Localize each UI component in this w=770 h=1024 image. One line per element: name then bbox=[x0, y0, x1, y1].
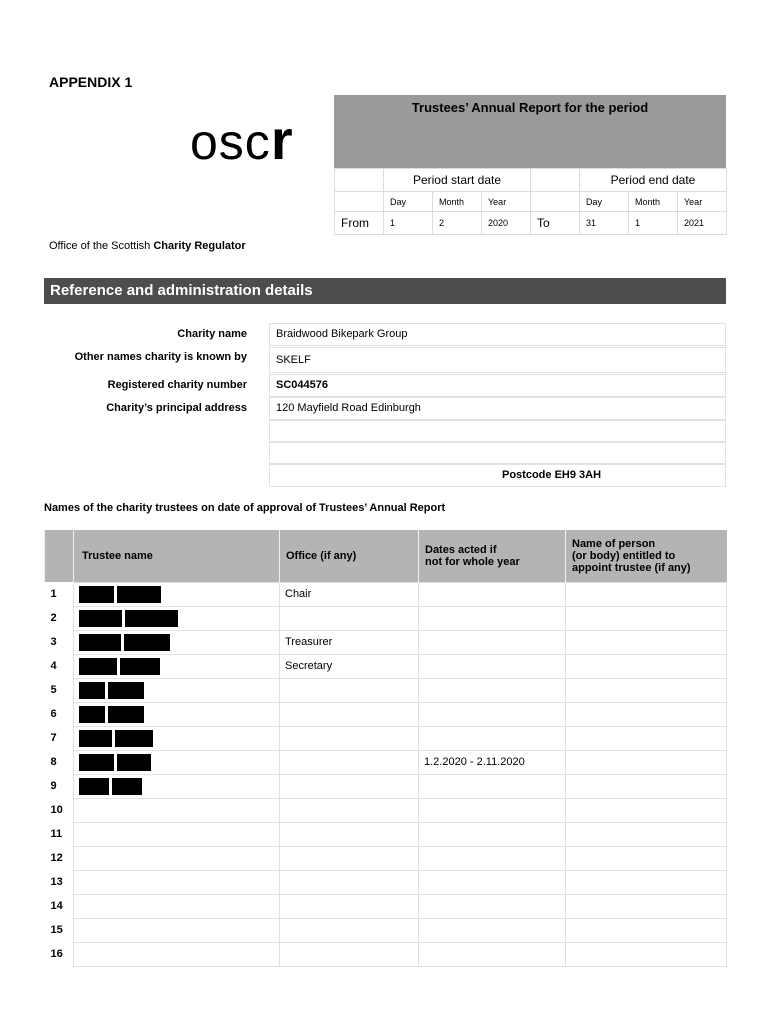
redacted-name-block bbox=[108, 682, 144, 699]
trustee-row bbox=[45, 942, 727, 966]
trustee-name-field[interactable] bbox=[74, 846, 280, 870]
redacted-name-block bbox=[79, 778, 109, 795]
dates-field[interactable] bbox=[419, 870, 566, 894]
office-field[interactable] bbox=[280, 918, 419, 942]
redacted-name-block bbox=[79, 658, 117, 675]
office-field[interactable] bbox=[280, 678, 419, 702]
period-start-label: Period start date bbox=[384, 169, 531, 192]
trustee-row bbox=[45, 894, 727, 918]
office-field[interactable]: Chair bbox=[280, 582, 419, 606]
redacted-name-block bbox=[124, 634, 170, 651]
end-month-field[interactable]: 1 bbox=[629, 212, 678, 235]
appoint-field[interactable] bbox=[566, 678, 727, 702]
trustee-name-field[interactable] bbox=[74, 942, 280, 966]
trustee-name-field[interactable] bbox=[74, 774, 280, 798]
appoint-field[interactable] bbox=[566, 774, 727, 798]
trustee-name-field[interactable] bbox=[74, 582, 280, 606]
row-number: 1 bbox=[50, 588, 57, 600]
dates-header bbox=[419, 530, 566, 582]
row-number: 4 bbox=[50, 660, 57, 672]
trustee-row bbox=[45, 654, 727, 678]
address-line-2[interactable] bbox=[269, 420, 726, 442]
trustee-row bbox=[45, 918, 727, 942]
trustee-name-field[interactable] bbox=[74, 654, 280, 678]
address-line-1[interactable]: 120 Mayfield Road Edinburgh bbox=[269, 397, 726, 420]
office-field[interactable] bbox=[280, 798, 419, 822]
trustee-row bbox=[45, 798, 727, 822]
row-number: 2 bbox=[50, 612, 57, 624]
dates-field[interactable] bbox=[419, 822, 566, 846]
appoint-header-line2: (or body) entitled to bbox=[572, 549, 676, 562]
appoint-field[interactable] bbox=[566, 846, 727, 870]
start-month-field[interactable]: 2 bbox=[433, 212, 482, 235]
trustee-row bbox=[45, 750, 727, 774]
from-label: From bbox=[335, 212, 384, 235]
appoint-field[interactable] bbox=[566, 606, 727, 630]
redacted-name-block bbox=[112, 778, 142, 795]
start-month-label: Month bbox=[433, 192, 482, 212]
start-year-label: Year bbox=[482, 192, 531, 212]
regulator-bold: Charity Regulator bbox=[153, 240, 246, 252]
start-year-field[interactable]: 2020 bbox=[482, 212, 531, 235]
period-blank-cell bbox=[531, 192, 580, 212]
row-number: 12 bbox=[50, 852, 63, 864]
appoint-field[interactable] bbox=[566, 702, 727, 726]
period-blank-cell bbox=[531, 169, 580, 192]
period-end-label: Period end date bbox=[580, 169, 727, 192]
trustee-name-field[interactable] bbox=[74, 726, 280, 750]
office-field[interactable] bbox=[280, 942, 419, 966]
row-number: 11 bbox=[50, 828, 63, 840]
redacted-name-block bbox=[125, 610, 178, 627]
redacted-name-block bbox=[117, 586, 161, 603]
appoint-field[interactable] bbox=[566, 582, 727, 606]
regulator-prefix: Office of the Scottish bbox=[49, 240, 154, 252]
period-blank-cell bbox=[335, 192, 384, 212]
trustee-rows bbox=[45, 582, 727, 966]
office-field[interactable] bbox=[280, 750, 419, 774]
to-label: To bbox=[531, 212, 580, 235]
address-line-3[interactable] bbox=[269, 442, 726, 464]
dates-header-line2: not for whole year bbox=[425, 555, 520, 568]
trustee-row bbox=[45, 870, 727, 894]
row-number: 10 bbox=[50, 804, 63, 816]
office-field[interactable]: Secretary bbox=[280, 654, 419, 678]
row-number: 6 bbox=[50, 708, 57, 720]
other-names-label: Other names charity is known by bbox=[74, 351, 247, 363]
dates-field[interactable] bbox=[419, 774, 566, 798]
trustee-name-field[interactable] bbox=[74, 798, 280, 822]
trustee-name-field[interactable] bbox=[74, 630, 280, 654]
trustee-row bbox=[45, 774, 727, 798]
dates-header-line1: Dates acted if bbox=[425, 543, 497, 556]
trustees-heading: Names of the charity trustees on date of approval of Trustees’ Annual Report bbox=[44, 502, 446, 514]
dates-field[interactable] bbox=[419, 798, 566, 822]
trustee-name-field[interactable] bbox=[74, 702, 280, 726]
end-day-field[interactable]: 31 bbox=[580, 212, 629, 235]
dates-field[interactable] bbox=[419, 582, 566, 606]
row-number: 16 bbox=[50, 948, 63, 960]
dates-field[interactable] bbox=[419, 846, 566, 870]
appoint-header-line1: Name of person bbox=[572, 537, 656, 550]
row-number: 13 bbox=[50, 876, 63, 888]
period-title: Trustees’ Annual Report for the period bbox=[334, 95, 726, 168]
appoint-field[interactable] bbox=[566, 942, 727, 966]
redacted-name-block bbox=[79, 754, 114, 771]
row-number: 14 bbox=[50, 900, 63, 912]
appoint-field[interactable] bbox=[566, 750, 727, 774]
dates-field[interactable] bbox=[419, 918, 566, 942]
redacted-name-block bbox=[108, 706, 144, 723]
appoint-field[interactable] bbox=[566, 726, 727, 750]
office-field[interactable] bbox=[280, 702, 419, 726]
number-header bbox=[45, 530, 74, 582]
period-block bbox=[334, 95, 726, 235]
dates-field[interactable] bbox=[419, 654, 566, 678]
other-names-field[interactable]: SKELF bbox=[269, 347, 726, 373]
appoint-field[interactable] bbox=[566, 918, 727, 942]
charity-name-label: Charity name bbox=[177, 328, 247, 340]
office-field[interactable] bbox=[280, 774, 419, 798]
row-number: 5 bbox=[50, 684, 57, 696]
redacted-name-block bbox=[115, 730, 153, 747]
regulator-caption bbox=[49, 240, 246, 252]
postcode-row[interactable] bbox=[269, 464, 726, 487]
office-header: Office (if any) bbox=[280, 530, 419, 582]
appendix-label: APPENDIX 1 bbox=[49, 74, 133, 90]
redacted-name-block bbox=[79, 730, 112, 747]
trustee-name-field[interactable] bbox=[74, 894, 280, 918]
appoint-field[interactable] bbox=[566, 798, 727, 822]
office-field[interactable] bbox=[280, 726, 419, 750]
logo-prefix: osc bbox=[190, 114, 271, 170]
dates-field[interactable] bbox=[419, 702, 566, 726]
dates-field[interactable] bbox=[419, 678, 566, 702]
start-day-label: Day bbox=[384, 192, 433, 212]
redacted-name-block bbox=[79, 634, 121, 651]
appoint-field[interactable] bbox=[566, 870, 727, 894]
trustee-row bbox=[45, 582, 727, 606]
row-number: 8 bbox=[50, 756, 57, 768]
trustee-name-field[interactable] bbox=[74, 918, 280, 942]
trustee-row bbox=[45, 846, 727, 870]
office-field[interactable]: Treasurer bbox=[280, 630, 419, 654]
reg-number-field[interactable]: SC044576 bbox=[269, 374, 726, 397]
address-label: Charity’s principal address bbox=[106, 402, 247, 414]
appoint-field[interactable] bbox=[566, 630, 727, 654]
trustee-row bbox=[45, 678, 727, 702]
dates-field[interactable] bbox=[419, 606, 566, 630]
period-blank-cell bbox=[335, 169, 384, 192]
trustee-name-field[interactable] bbox=[74, 750, 280, 774]
trustee-name-field[interactable] bbox=[74, 606, 280, 630]
office-field[interactable] bbox=[280, 870, 419, 894]
trustee-name-field[interactable] bbox=[74, 870, 280, 894]
redacted-name-block bbox=[79, 682, 105, 699]
redacted-name-block bbox=[79, 706, 105, 723]
office-field[interactable] bbox=[280, 822, 419, 846]
appoint-field[interactable] bbox=[566, 894, 727, 918]
trustees-table bbox=[44, 530, 727, 967]
row-number: 3 bbox=[50, 636, 57, 648]
appoint-header-line3: appoint trustee (if any) bbox=[572, 561, 691, 574]
trustee-row bbox=[45, 630, 727, 654]
period-table bbox=[334, 168, 727, 235]
redacted-name-block bbox=[79, 586, 114, 603]
redacted-name-block bbox=[117, 754, 151, 771]
postcode-label: Postcode bbox=[502, 469, 552, 481]
section-title: Reference and administration details bbox=[44, 278, 726, 304]
redacted-name-block bbox=[120, 658, 160, 675]
oscr-logo bbox=[190, 108, 294, 171]
charity-name-field[interactable]: Braidwood Bikepark Group bbox=[269, 323, 726, 346]
office-field[interactable] bbox=[280, 894, 419, 918]
row-number: 7 bbox=[50, 732, 57, 744]
logo-suffix: r bbox=[270, 108, 294, 171]
trustee-row bbox=[45, 702, 727, 726]
end-year-field[interactable]: 2021 bbox=[678, 212, 727, 235]
appoint-field[interactable] bbox=[566, 822, 727, 846]
dates-field[interactable] bbox=[419, 726, 566, 750]
end-day-label: Day bbox=[580, 192, 629, 212]
trustee-name-header: Trustee name bbox=[74, 530, 280, 582]
redacted-name-block bbox=[79, 610, 122, 627]
appoint-field[interactable] bbox=[566, 654, 727, 678]
trustee-name-field[interactable] bbox=[74, 678, 280, 702]
trustee-row bbox=[45, 822, 727, 846]
dates-field[interactable] bbox=[419, 630, 566, 654]
appoint-header bbox=[566, 530, 727, 582]
trustee-row bbox=[45, 606, 727, 630]
start-day-field[interactable]: 1 bbox=[384, 212, 433, 235]
row-number: 9 bbox=[50, 780, 57, 792]
row-number: 15 bbox=[50, 924, 63, 936]
dates-field[interactable] bbox=[419, 894, 566, 918]
reg-number-label: Registered charity number bbox=[107, 379, 247, 391]
end-year-label: Year bbox=[678, 192, 727, 212]
office-field[interactable] bbox=[280, 606, 419, 630]
end-month-label: Month bbox=[629, 192, 678, 212]
trustee-name-field[interactable] bbox=[74, 822, 280, 846]
office-field[interactable] bbox=[280, 846, 419, 870]
postcode-value[interactable]: EH9 3AH bbox=[554, 469, 602, 481]
dates-field[interactable]: 1.2.2020 - 2.11.2020 bbox=[419, 750, 566, 774]
dates-field[interactable] bbox=[419, 942, 566, 966]
trustee-row bbox=[45, 726, 727, 750]
